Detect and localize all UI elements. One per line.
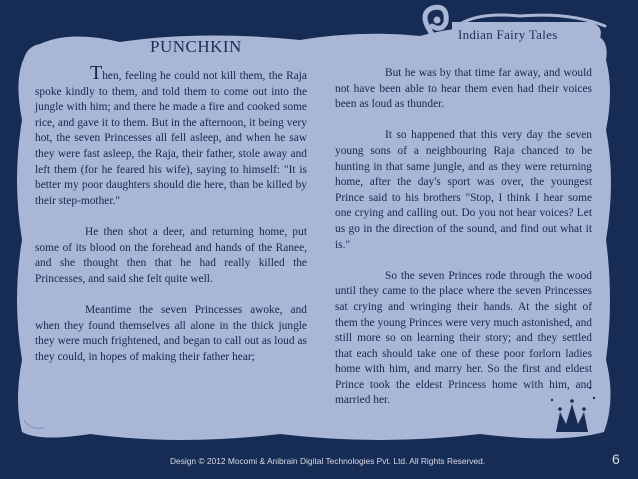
page-number: 6 bbox=[612, 451, 620, 467]
right-paragraph-3: So the seven Princes rode through the wood until they came to the place where the seven Princesses sat crying and wringing their hands. At the sight of them the young Princes were very much astonished, and still more so on learning their story; and they settled that each should take one of these poor forlorn ladies home with him, and marry her. So the first and eldest Prince took the eldest Princess home with him, and married her. bbox=[335, 269, 592, 407]
series-title: Indian Fairy Tales bbox=[458, 27, 558, 42]
right-paragraph-2: It so happened that this very day the seven young sons of a neighbouring Raja chanced to be hunting in that same jungle, and as they were returning home, after the day's sport was over, the youngest Prince said to his brothers "Stop, I think I hear some one crying and calling out. Do you not hear voices? Let us go in the direction of the sound, and find out what it is." bbox=[335, 129, 592, 251]
left-paragraph-2: He then shot a deer, and returning home, put some of its blood on the forehead and hands of the Ranee, and she thought then that he had really killed the Princesses, and said she felt quite well. bbox=[35, 225, 307, 285]
left-column bbox=[35, 62, 307, 381]
page-title: PUNCHKIN bbox=[150, 37, 242, 56]
left-paragraph-1 bbox=[35, 62, 307, 209]
copyright-footer: Design © 2012 Mocomi & Anibrain Digital Technologies Pvt. Ltd. All Rights Reserved. bbox=[170, 456, 486, 466]
right-column bbox=[335, 66, 592, 425]
left-paragraph-1-text: hen, feeling he could not kill them, the Raja spoke kindly to them, and told them to come out into the jungle with him; and there he made a fire and cooked some rice, and gave it to them. But in the afternoon, it being very hot, the seven Princesses all fell asleep, and when he saw they were fast asleep, the Raja, their father, stole away and left them (for he feared his wife), saying to himself: "It is better my poor daughters should die here, than be killed by their step-mother." bbox=[35, 70, 307, 207]
swirl-center bbox=[434, 17, 441, 24]
drop-cap: T bbox=[90, 62, 103, 84]
right-paragraph-1: But he was by that time far away, and would not have been able to hear them even had their voices been as loud as thunder. bbox=[335, 67, 592, 111]
left-paragraph-3: Meantime the seven Princesses awoke, and when they found themselves all alone in the thick jungle they were much frightened, and began to call out as loud as they could, in hopes of making their father hear; bbox=[35, 303, 307, 363]
